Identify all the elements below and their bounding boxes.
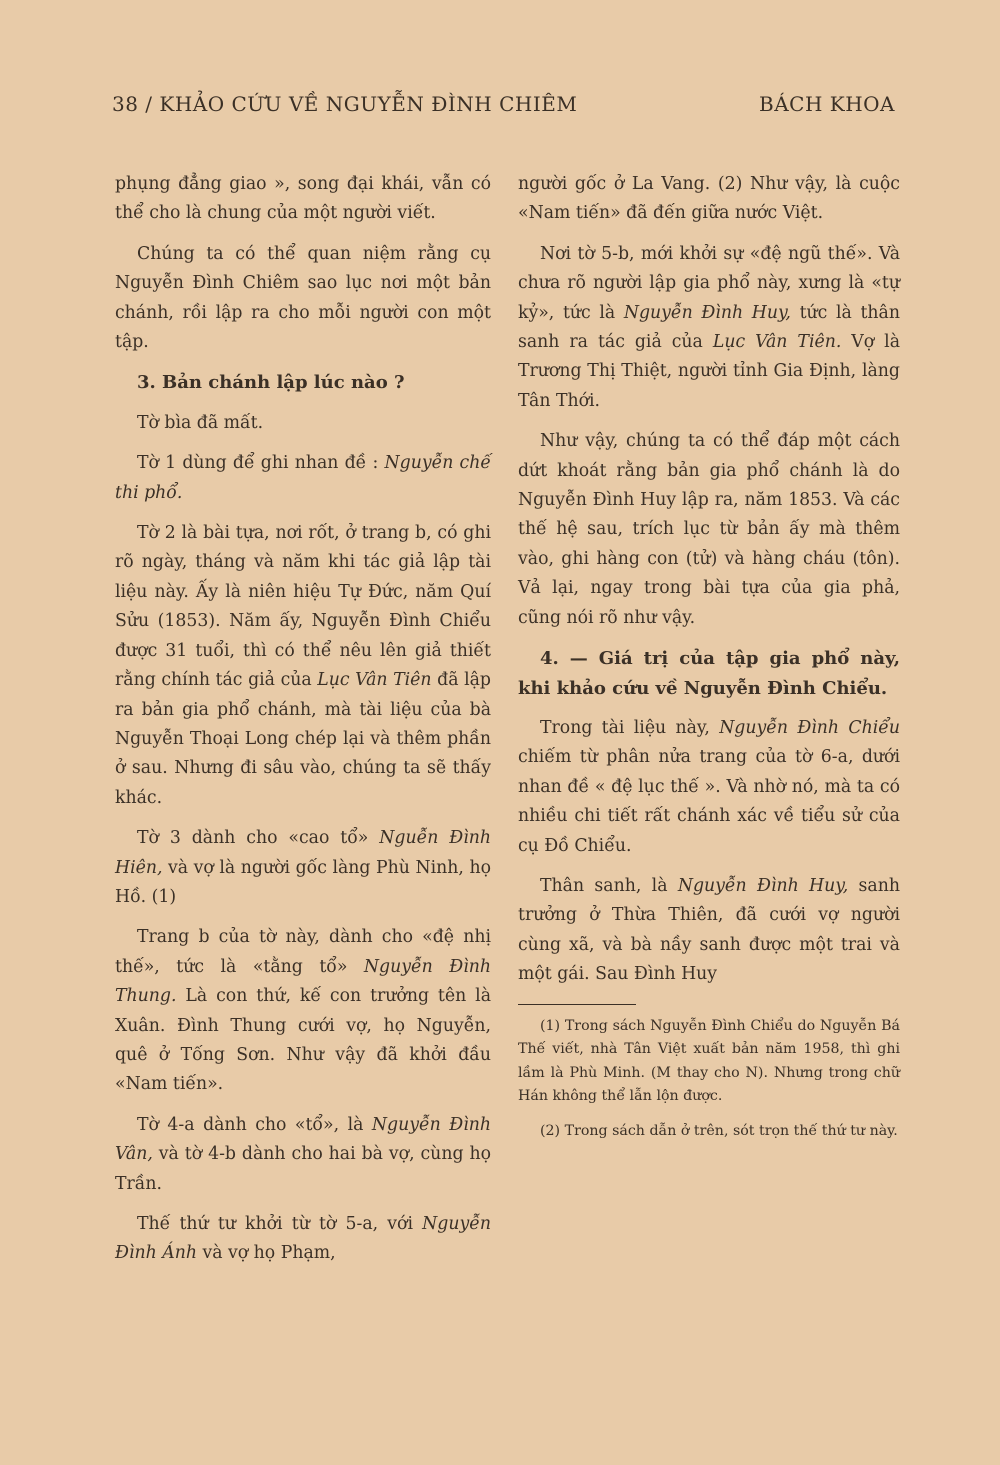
section-heading-3: 3. Bản chánh lập lúc nào ? — [137, 372, 405, 394]
text-run: và vợ họ Phạm, — [196, 1243, 336, 1264]
italic-name: Nguyễn Đình Ánh — [115, 1214, 491, 1264]
italic-name: Nguyễn Đình Thung. — [115, 956, 491, 1007]
left-column — [115, 170, 491, 1280]
footnote-1: (1) Trong sách Nguyễn Đình Chiểu do Nguyễn Bá Thế viết, nhà Tân Việt xuất bản năm 1958, thì ghi lầm là Phù Minh. (M thay cho N). Nhưng trong chữ Hán không thể lẫn lộn được. — [518, 1017, 900, 1105]
section-heading-4: 4. — Giá trị của tập gia phổ này, khi khảo cứu về Nguyễn Đình Chiểu. — [518, 648, 900, 699]
footnote-2: (2) Trong sách dẫn ở trên, sót trọn thế thứ tư này. — [540, 1122, 898, 1139]
italic-name: Nguyễn Đình Huy, — [677, 875, 849, 896]
paragraph: Tờ bìa đã mất. — [137, 412, 264, 433]
paragraph — [115, 1111, 491, 1199]
paragraph — [518, 872, 900, 990]
text-run: Tờ 4-a dành cho «tổ», là — [137, 1114, 372, 1135]
text-run: tức là thân sanh ra tác giả của — [518, 302, 900, 353]
paragraph: phụng đẳng giao », song đại khái, vẫn có thể cho là chung của một người viết. — [115, 174, 491, 224]
text-run: Vợ là Trương Thị Thiệt, người tỉnh Gia Định, làng Tân Thới. — [518, 332, 901, 411]
text-run: đã lập ra bản gia phổ chánh, mà tài liệu của bà Nguyễn Thoại Long chép lại và thêm phần ở sau. Nhưng đi sâu vào, chúng ta sẽ thấy khác. — [115, 670, 491, 808]
text-run: Tờ 2 là bài tựa, nơi rốt, ở trang b, có ghi rõ ngày, tháng và năm khi tác giả lập tài liệu này. Ấy là niên hiệu Tự Đức, năm Quí Sửu (1853). Năm ấy, Nguyễn Đình Chiểu được 31 tuổi, thì có thể nêu lên giả thiết rằng chính tác giả của — [115, 523, 491, 691]
header-title: 38 / KHẢO CỨU VỀ NGUYỄN ĐÌNH CHIÊM — [112, 92, 578, 116]
italic-name: Nguyễn Đình Huy, — [623, 302, 791, 323]
text-run: sanh trưởng ở Thừa Thiên, đã cưới vợ người cùng xã, và bà nầy sanh được một trai và một gái. Sau Đình Huy — [518, 875, 900, 985]
running-header — [112, 92, 895, 116]
text-run: chiếm từ phân nửa trang của tờ 6-a, dưới nhan đề « đệ lục thế ». Và nhờ nó, mà ta có nhiều chi tiết rất chánh xác về tiểu sử của cụ Đồ Chiểu. — [518, 747, 900, 856]
italic-name: Nguyễn Đình Chiểu — [719, 717, 901, 738]
italic-title: Nguyễn chế thi phổ. — [115, 453, 491, 503]
paragraph — [115, 923, 491, 1099]
text-run: Thân sanh, là — [540, 875, 678, 896]
paragraph — [115, 1210, 491, 1269]
italic-name: Nguễn Đình Hiên, — [115, 828, 491, 878]
paragraph — [115, 824, 491, 912]
paragraph — [518, 240, 900, 416]
paragraph: Như vậy, chúng ta có thể đáp một cách dứt khoát rằng bản gia phổ chánh là do Nguyễn Đình Huy lập ra, năm 1853. Và các thế hệ sau, trích lục từ bản ấy mà thêm vào, ghi hàng con (tử) và hàng cháu (tôn). Vả lại, ngay trong bài tựa của gia phả, cũng nói rõ như vậy. — [518, 431, 900, 628]
paragraph: Chúng ta có thể quan niệm rằng cụ Nguyễn Đình Chiêm sao lục nơi một bản chánh, rồi lập ra cho mỗi người con một tập. — [115, 243, 491, 353]
right-column — [518, 170, 900, 1154]
italic-title: Lục Vân Tiên — [317, 670, 432, 691]
italic-title: Lục Vân Tiên. — [712, 332, 842, 353]
text-run: Tờ 3 dành cho «cao tổ» — [137, 828, 380, 849]
text-run: và vợ là người gốc làng Phù Ninh, họ Hồ. (1) — [115, 857, 491, 907]
text-run: và tờ 4-b dành cho hai bà vợ, cùng họ Trần. — [115, 1144, 491, 1194]
text-run: Nơi tờ 5-b, mới khởi sự «đệ ngũ thế». Và chưa rõ người lập gia phổ này, xưng là «tự kỷ», tức là — [518, 243, 900, 323]
header-journal-name: BÁCH KHOA — [759, 92, 895, 116]
paragraph: người gốc ở La Vang. (2) Như vậy, là cuộc «Nam tiến» đã đến giữa nước Việt. — [518, 174, 900, 224]
paragraph — [115, 449, 491, 508]
italic-name: Nguyễn Đình Vân, — [115, 1114, 491, 1165]
paragraph — [518, 714, 900, 861]
paragraph — [115, 519, 491, 813]
text-run: Thế thứ tư khởi từ tờ 5-a, với — [137, 1214, 423, 1234]
text-run: Tờ 1 dùng để ghi nhan đề : — [137, 453, 385, 474]
text-run: Trang b của tờ này, dành cho «đệ nhị thế», tức là «tằng tổ» — [115, 927, 491, 977]
text-run: Trong tài liệu này, — [540, 717, 720, 738]
text-run: Là con thứ, kế con trưởng tên là Xuân. Đình Thung cưới vợ, họ Nguyễn, quê ở Tống Sơn. Như vậy đã khởi đầu «Nam tiến». — [115, 986, 491, 1095]
footnote-divider — [518, 1004, 636, 1005]
